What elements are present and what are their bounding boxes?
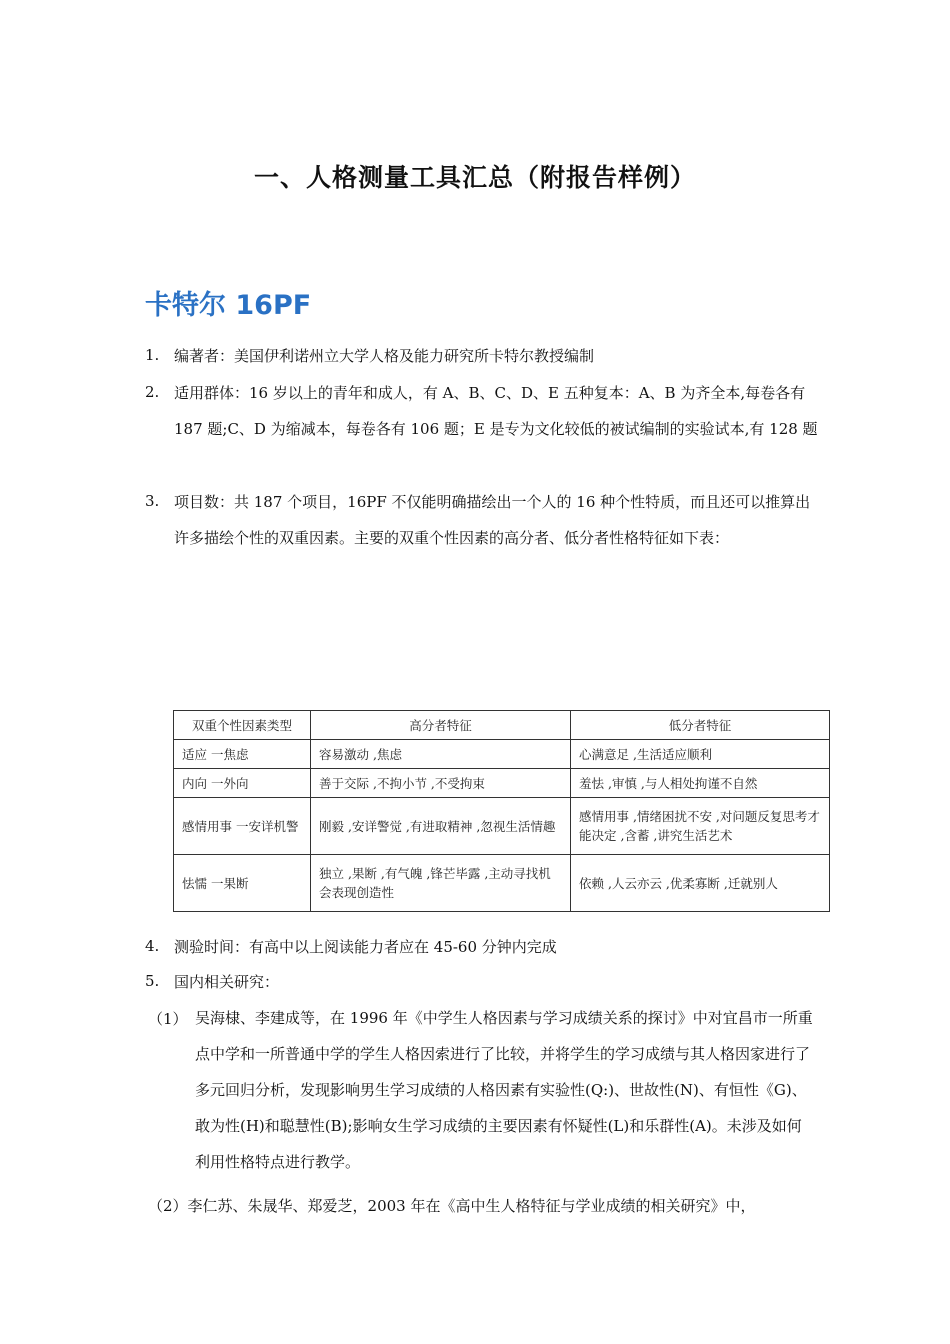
list-number: 2. [145,383,160,401]
table-header-cell: 低分者特征 [571,711,830,740]
table-cell: 适应 一焦虑 [174,740,311,769]
table-cell: 感情用事 一安详机警 [174,798,311,855]
sub-list-text: 吴海棣、李建成等，在 1996 年《中学生人格因素与学习成绩关系的探讨》中对宜昌市一所重点中学和一所普通中学的学生人格因索进行了比较，并将学生的学习成绩与其人格因家进行了多元回归分析，发现影响男生学习成绩的人格因素有实验性(Q:)、世故性(N)、有恒性《G)、敢为性(H)和聪慧性(B);影响女生学习成绩的主要因素有怀疑性(L)和乐群性(A)。未涉及如何利用性格特点进行教学。 [195,1009,813,1171]
list-item-text: 项目数：共 187 个项目，16PF 不仅能明确描绘出一个人的 16 种个性特质，而且还可以推算出许多描绘个性的双重因素。主要的双重个性因素的高分者、低分者性格特征如下表： [174,493,811,547]
document-title: 一、人格测量工具汇总（附报告样例） [253,163,696,192]
table-cell: 怯懦 一果断 [174,855,311,912]
table-cell: 心满意足 ,生活适应顺利 [571,740,830,769]
table-row [174,855,830,912]
list-number: 1. [145,346,160,364]
list-number: 3. [145,492,160,510]
list-number: 4. [145,937,160,955]
table-row [174,740,830,769]
table-cell: 感情用事 ,情绪困扰不安 ,对问题反复思考才能决定 ,含蓄 ,讲究生活艺术 [571,798,830,855]
table-row [174,798,830,855]
table-cell: 独立 ,果断 ,有气魄 ,锋芒毕露 ,主动寻找机会表现创造性 [311,855,571,912]
table-row [174,769,830,798]
table-header-row [174,711,830,740]
list-number: 5. [145,972,160,990]
sub-list-number: （1） [148,1010,188,1028]
sub-list-text-2 [148,1188,818,1224]
section-heading: 卡特尔 16PF [145,290,312,321]
sub-list-body: 李仁苏、朱晟华、郑爱芝，2003 年在《高中生人格特征与学业成绩的相关研究》中， [187,1197,756,1215]
factor-table [173,710,830,912]
list-item-text: 编著者：美国伊利诺州立大学人格及能力研究所卡特尔教授编制 [174,347,595,365]
table-header-cell: 双重个性因素类型 [174,711,311,740]
table-cell: 容易激动 ,焦虑 [311,740,571,769]
sub-list-number: （2） [148,1197,188,1215]
list-item-text: 国内相关研究： [174,973,280,991]
list-item-text: 测验时间：有高中以上阅读能力者应在 45-60 分钟内完成 [174,938,557,956]
table-cell: 依赖 ,人云亦云 ,优柔寡断 ,迁就别人 [571,855,830,912]
table-cell: 刚毅 ,安详警觉 ,有进取精神 ,忽视生活情趣 [311,798,571,855]
table-cell: 善于交际 ,不拘小节 ,不受拘束 [311,769,571,798]
list-item-text: 适用群体：16 岁以上的青年和成人，有 A、B、C、D、E 五种复本：A、B 为齐全本,每卷各有 187 题;C、D 为缩减本，每卷各有 106 题；E 是专为文化较低的被试编制的实验试本,有 128 题 [174,384,818,438]
table-cell: 内向 一外向 [174,769,311,798]
table-header-cell: 高分者特征 [311,711,571,740]
table-cell: 羞怯 ,审慎 ,与人相处拘谨不自然 [571,769,830,798]
